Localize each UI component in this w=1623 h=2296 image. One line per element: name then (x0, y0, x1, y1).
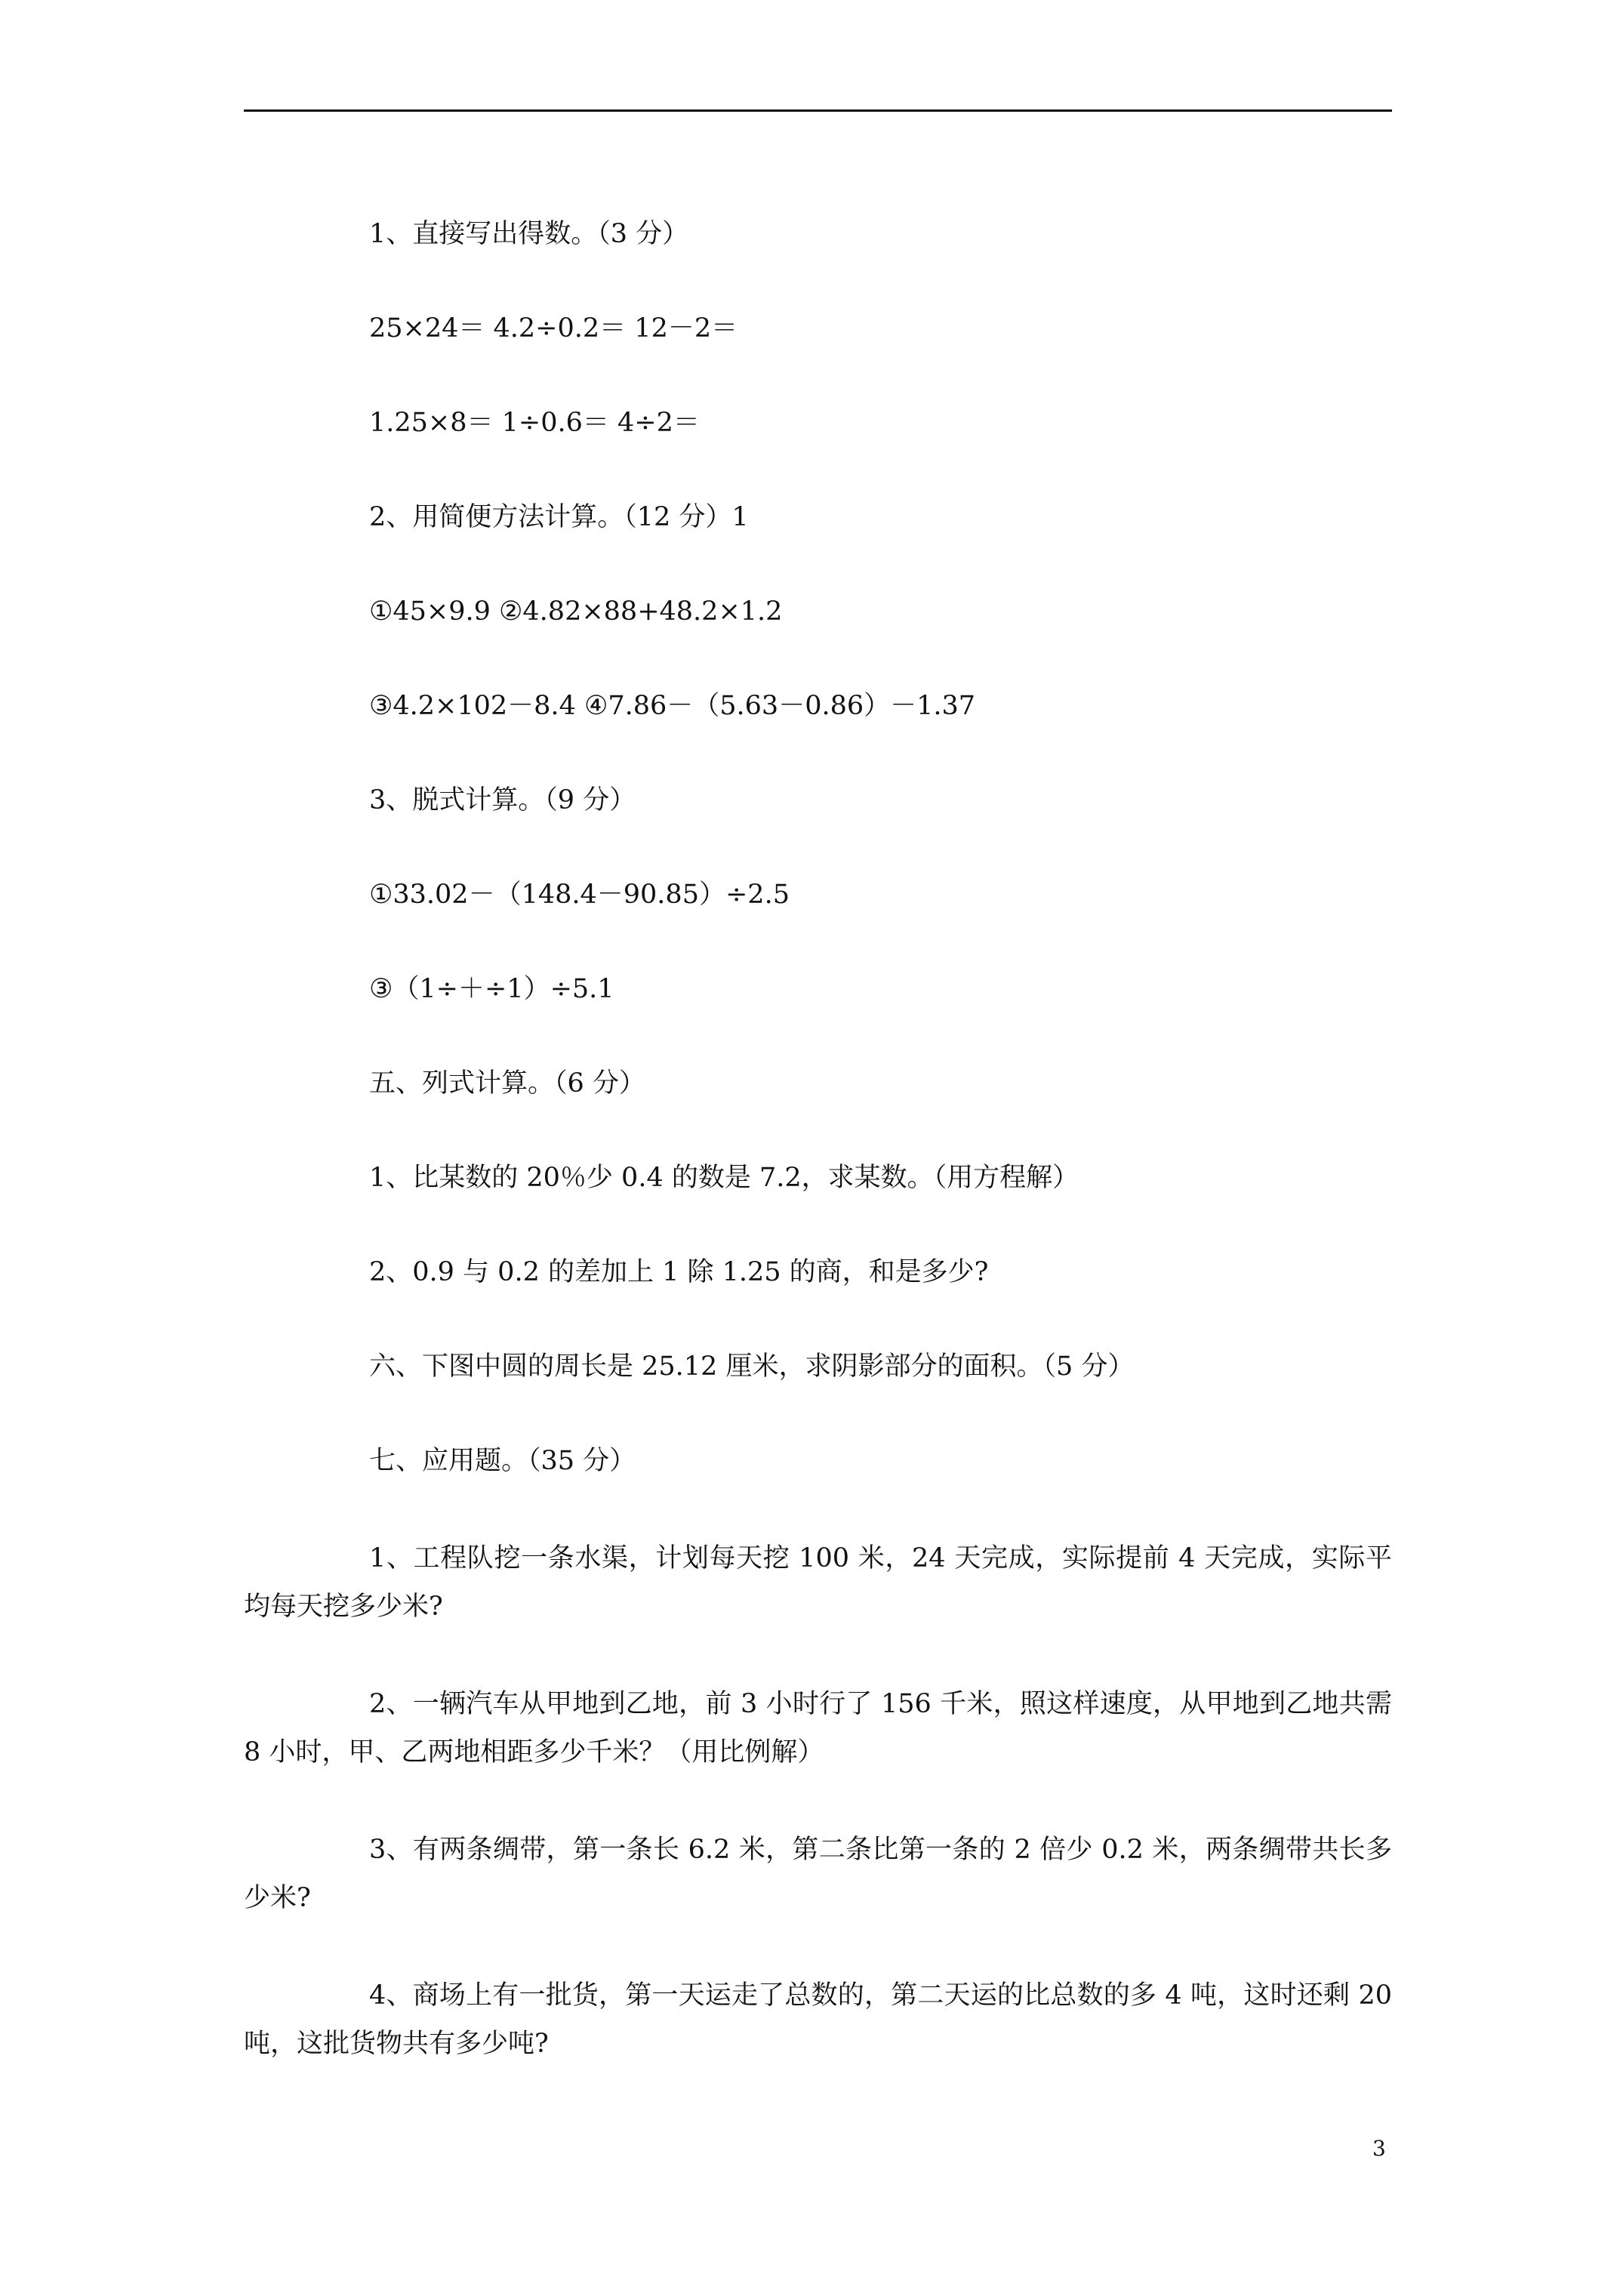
q1-row-2: 1.25×8＝ 1÷0.6＝ 4÷2＝ (369, 408, 700, 438)
section-6-title: 六、下图中圆的周长是 25.12 厘米，求阴影部分的面积。（5 分） (369, 1351, 1135, 1382)
application-problem-1: 1、工程队挖一条水渠，计划每天挖 100 米，24 天完成，实际提前 4 天完成，实际平均每天挖多少米? (244, 1543, 1392, 1622)
q3-row-1: ①33.02－（148.4－90.85）÷2.5 (369, 880, 790, 910)
application-problem-3: 3、有两条绸带，第一条长 6.2 米，第二条比第一条的 2 倍少 0.2 米，两条绸带共长多少米? (244, 1835, 1392, 1913)
q3-row-2: ③（1÷＋÷1）÷5.1 (369, 974, 614, 1004)
q2-row-1: ①45×9.9 ②4.82×88+48.2×1.2 (369, 596, 783, 627)
q2-title: 2、用简便方法计算。（12 分）1 (369, 502, 749, 532)
q1-title: 1、直接写出得数。（3 分） (369, 219, 689, 249)
section-5-question-2: 2、0.9 与 0.2 的差加上 1 除 1.25 的商，和是多少? (369, 1257, 989, 1287)
section-7-title: 七、应用题。（35 分） (369, 1446, 636, 1476)
application-problem-4: 4、商场上有一批货，第一天运走了总数的，第二天运的比总数的多 4 吨，这时还剩 20 吨，这批货物共有多少吨? (244, 1980, 1392, 2059)
section-5-title: 五、列式计算。（6 分） (369, 1068, 645, 1099)
q3-title: 3、脱式计算。（9 分） (369, 785, 636, 815)
header-rule (244, 109, 1392, 112)
q2-row-2: ③4.2×102－8.4 ④7.86－（5.63－0.86）－1.37 (369, 691, 976, 721)
page-number: 3 (1372, 2136, 1386, 2161)
section-5-question-1: 1、比某数的 20％少 0.4 的数是 7.2，求某数。（用方程解） (369, 1163, 1079, 1193)
application-problem-2: 2、一辆汽车从甲地到乙地，前 3 小时行了 156 千米，照这样速度，从甲地到乙地共需 8 小时，甲、乙两地相距多少千米？（用比例解） (244, 1689, 1392, 1767)
q1-row-1: 25×24＝ 4.2÷0.2＝ 12－2＝ (369, 313, 738, 344)
